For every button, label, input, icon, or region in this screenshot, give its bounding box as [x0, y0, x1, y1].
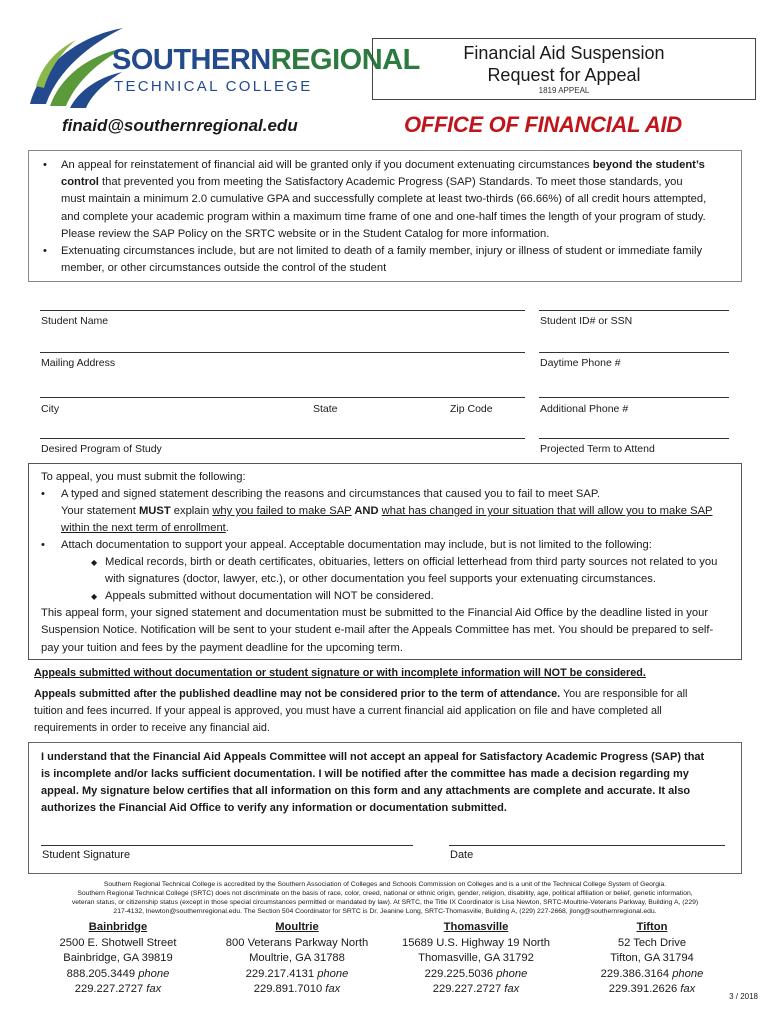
term-label: Projected Term to Attend — [540, 443, 655, 455]
campus-city: Moultrie, GA 31788 — [249, 952, 345, 964]
instr-heading: To appeal, you must submit the following: — [41, 471, 246, 483]
campus-phone: 229.217.4131 phone — [245, 967, 349, 980]
office-heading: OFFICE OF FINANCIAL AID — [404, 112, 682, 137]
term-line[interactable] — [539, 438, 729, 439]
form-title: Financial Aid Suspension — [463, 43, 665, 63]
instr-line: Appeals submitted without documentation will NOT be considered. — [105, 590, 434, 602]
student-name-line[interactable] — [40, 310, 525, 311]
signature-line[interactable] — [41, 845, 413, 846]
program-line[interactable] — [40, 438, 525, 439]
certification-box — [28, 742, 742, 874]
warning-line: requirements in order to receive any financial aid. — [34, 722, 270, 734]
cert-line: I understand that the Financial Aid Appeals Committee will not accept an appeal for Satisfactory Academic Progress (SAP) that — [41, 751, 705, 763]
logo-subtitle: TECHNICAL COLLEGE — [114, 78, 313, 95]
revision-date: 3 / 2018 — [729, 992, 758, 1001]
campus-bainbridge — [30, 920, 206, 998]
additional-phone-label: Additional Phone # — [540, 403, 629, 415]
campus-fax: 229.227.2727 fax — [432, 983, 520, 995]
campus-name: Bainbridge — [88, 921, 148, 933]
instr-line: Medical records, birth or death certificates, obituaries, letters on official letterhead from third party sources not related to you — [105, 556, 718, 568]
form-subtitle: Request for Appeal — [487, 65, 641, 85]
state-label: State — [313, 403, 338, 415]
campus-address: 800 Veterans Parkway North — [225, 936, 369, 949]
instr-line: with signatures (doctor, lawyer, etc.), or other documentation you feel supports your extenuating circumstances. — [105, 573, 656, 585]
campus-phone: 888.205.3449 phone — [66, 967, 170, 980]
intro-line: and complete your academic program within a maximum time frame of one and one-half times the length of your program of study. — [61, 210, 706, 223]
warning-line: tuition and fees incurred. If your appeal is approved, you must have a current financial aid application on file and have completed all — [34, 705, 662, 717]
city-state-zip-line[interactable] — [40, 397, 525, 398]
instr-line: within the next term of enrollment. — [61, 522, 229, 534]
campus-moultrie — [209, 920, 385, 998]
diamond-bullet: ◆ — [91, 558, 98, 567]
instr-line: Attach documentation to support your appeal. Acceptable documentation may include, but is not limited to the following: — [61, 539, 652, 551]
date-line[interactable] — [449, 845, 725, 846]
campus-city: Tifton, GA 31794 — [610, 952, 694, 964]
form-code: 1819 APPEAL — [538, 86, 590, 95]
form-title-box — [372, 38, 756, 100]
campus-name: Thomasville — [443, 921, 509, 933]
cert-line: authorizes the Financial Aid Office to verify any information or documentation submitted. — [41, 802, 507, 814]
instr-line: Your statement MUST explain why you failed to make SAP AND what has changed in your situation that will allow you to make SAP — [61, 505, 713, 517]
campus-fax: 229.891.7010 fax — [253, 983, 341, 995]
instr-line: Suspension Notice. Notification will be sent to your student e-mail after the Appeals Committee has met. You should be prepared to self- — [41, 624, 714, 636]
date-label: Date — [450, 849, 474, 861]
instructions-divider — [28, 659, 742, 660]
cert-line: is incomplete and/or lacks sufficient documentation. I will be notified after the committee has made a decision regarding my — [41, 768, 689, 780]
mailing-address-line[interactable] — [40, 352, 525, 353]
campus-name: Moultrie — [275, 921, 319, 933]
logo-wordmark: SOUTHERNREGIONAL — [112, 44, 420, 76]
accreditation-note: Southern Regional Technical College is accredited by the Southern Association of Colleges and Schools Commission on Colleges and is a unit of the Technical College System of Georgia. — [103, 881, 667, 888]
student-id-line[interactable] — [539, 310, 729, 311]
campus-tifton — [564, 920, 740, 998]
bullet-mark: • — [41, 539, 45, 551]
intro-line: must maintain a minimum 2.0 cumulative GPA and successfully complete at least two-thirds (66.66%) of all credit hours attempted, — [61, 193, 707, 206]
nondiscrimination-note: 217-4132, lnewton@southernregional.edu. The Section 504 Coordinator for SRTC is Dr. Jeanine Long, SRTC-Thomasville, Building A, (229) 227-2668, jlong@southernregional.edu. — [113, 908, 657, 915]
signature-label: Student Signature — [42, 849, 131, 861]
campus-fax: 229.391.2626 fax — [608, 983, 696, 995]
intro-line: Please review the SAP Policy on the SRTC website or in the Student Catalog for more information. — [61, 227, 550, 240]
mailing-address-label: Mailing Address — [41, 357, 116, 369]
zip-label: Zip Code — [450, 403, 493, 415]
city-label: City — [41, 403, 60, 415]
intro-bullet-1 — [43, 157, 741, 243]
campus-thomasville — [388, 920, 564, 998]
contact-email[interactable]: finaid@southernregional.edu — [62, 116, 298, 135]
campus-phone: 229.386.3164 phone — [600, 967, 704, 980]
campus-city: Thomasville, GA 31792 — [418, 952, 534, 964]
campus-address: 2500 E. Shotwell Street — [59, 936, 177, 949]
daytime-phone-label: Daytime Phone # — [540, 357, 621, 369]
intro-line: Extenuating circumstances include, but are not limited to death of a family member, injury or illness of student or immediate family — [61, 245, 703, 257]
additional-phone-line[interactable] — [539, 397, 729, 398]
intro-box — [28, 150, 742, 282]
cert-line: appeal. My signature below certifies that all information on this form and any attachments are complete and accurate. It also — [41, 785, 691, 797]
campus-address: 52 Tech Drive — [617, 936, 687, 949]
bullet-mark: • — [43, 159, 47, 171]
campus-address: 15689 U.S. Highway 19 North — [401, 936, 550, 949]
instr-line: pay your tuition and fees by the payment deadline for the upcoming term. — [41, 642, 403, 654]
daytime-phone-line[interactable] — [539, 352, 729, 353]
nondiscrimination-note: Southern Regional Technical College (SRTC) does not discriminate on the basis of race, color, creed, national or ethnic origin, gender, religion, disability, age, political affiliation or belief, genetic information, — [77, 890, 693, 897]
intro-line: control that prevented you from meeting the Satisfactory Academic Progress (SAP) Standards. To meet those standards, you — [61, 176, 683, 189]
bullet-mark: • — [43, 245, 47, 257]
diamond-bullet: ◆ — [91, 592, 98, 601]
student-id-label: Student ID# or SSN — [540, 315, 633, 327]
nondiscrimination-note: veteran status, or citizenship status (except in those special circumstances permitted or mandated by law). At SRTC, the Title IX Coordinator is Lisa Newton, SRTC-Moultrie-Veterans Parkway, Building A, (229) — [71, 899, 699, 906]
warning-line: Appeals submitted without documentation or student signature or with incomplete information will NOT be considered. — [34, 667, 646, 679]
intro-bullet-2 — [43, 243, 741, 277]
campus-fax: 229.227.2727 fax — [74, 983, 162, 995]
student-name-label: Student Name — [41, 315, 109, 327]
bullet-mark: • — [41, 488, 45, 500]
intro-line: member, or other circumstances outside the control of the student — [61, 262, 387, 275]
program-label: Desired Program of Study — [41, 443, 162, 455]
instr-line: A typed and signed statement describing the reasons and circumstances that caused you to fail to meet SAP. — [61, 488, 600, 500]
intro-line: An appeal for reinstatement of financial aid will be granted only if you document extenuating circumstances beyond the student’s — [61, 159, 705, 171]
campus-phone: 229.225.5036 phone — [424, 967, 528, 980]
instructions-box — [28, 463, 742, 659]
instr-line: This appeal form, your signed statement and documentation must be submitted to the Financial Aid Office by the deadline listed in your — [41, 607, 709, 619]
campus-name: Tifton — [636, 921, 668, 933]
campus-city: Bainbridge, GA 39819 — [63, 952, 173, 964]
warning-line: Appeals submitted after the published deadline may not be considered prior to the term of attendance. You are responsible for all — [34, 688, 688, 700]
